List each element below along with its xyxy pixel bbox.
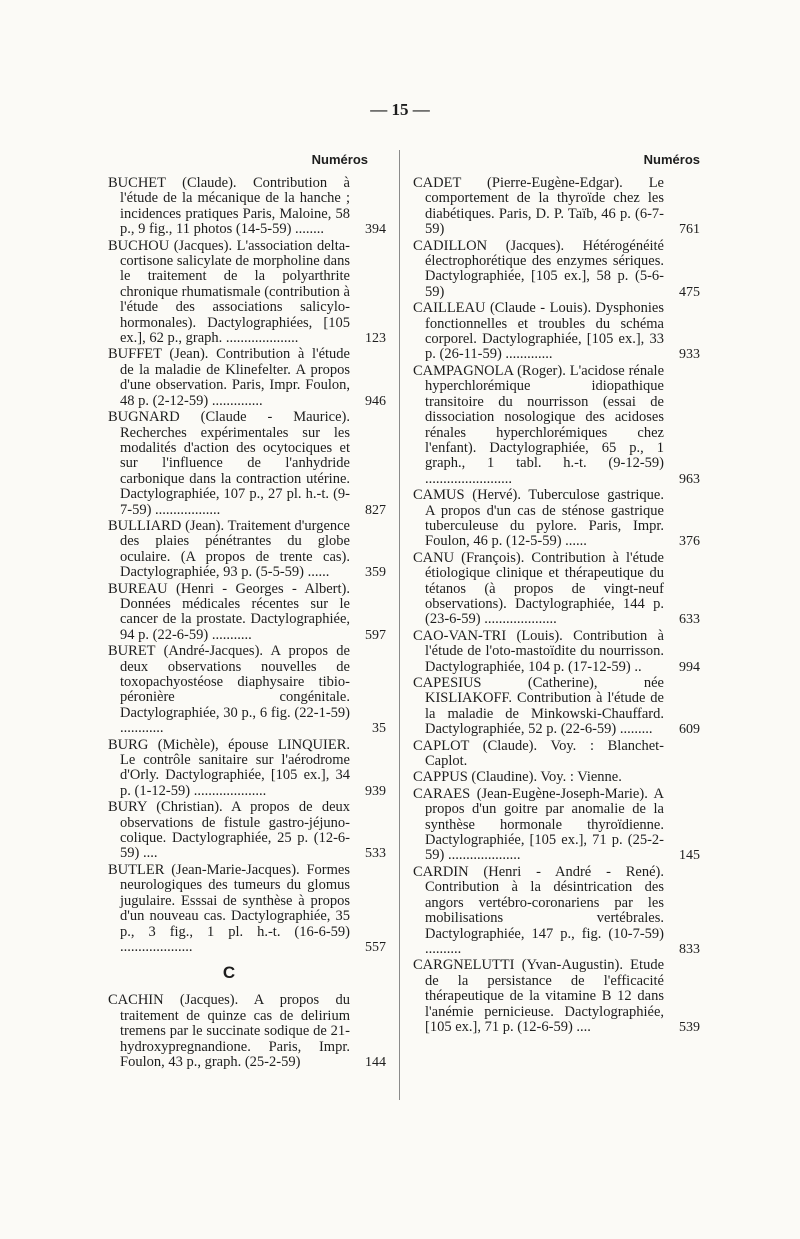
entry-number: 933	[679, 347, 700, 363]
entry-number: 35	[372, 721, 386, 737]
entry-text: BUREAU (Henri - Georges - Albert). Données médicales récentes sur le cancer de la prostate. Dactylographiée, 94 p. (22-6-59) ...........	[108, 580, 350, 643]
entry-number: 609	[679, 722, 700, 738]
entry-text: BURET (André-Jacques). A propos de deux observations nouvelles de toxopachyostéose diaphysaire tibio-péronière congénitale. Dactylographiée, 30 p., 6 fig. (22-1-59) ............	[108, 643, 350, 737]
entry-text: CAILLEAU (Claude - Louis). Dysphonies fonctionnelles et troubles du schéma corporel. Dactylographiée, [105 ex.], 33 p. (26-11-59) .............	[413, 300, 664, 363]
bibliography-entry	[108, 800, 386, 862]
entry-number: 939	[365, 783, 386, 799]
bibliography-entry	[413, 676, 700, 738]
bibliography-entry	[413, 364, 700, 487]
bibliography-entry	[413, 787, 700, 864]
entry-number: 827	[365, 502, 386, 518]
entry-number: 475	[679, 284, 700, 300]
page-number: — 15 —	[370, 100, 430, 119]
entry-text: BUCHET (Claude). Contribution à l'étude de la mécanique de la hanche ; incidences pratiques Paris, Maloine, 58 p., 9 fig., 11 photos (14-5-59) ........	[108, 175, 350, 238]
left-entry-list-after-section	[108, 993, 386, 1070]
bibliography-entry	[413, 629, 700, 675]
entry-text: CAPPUS (Claudine). Voy. : Vienne.	[413, 769, 622, 786]
entry-text: CANU (François). Contribution à l'étude étiologique clinique et thérapeutique du tétanos (à propos de vingt-neuf observations). Dactylographiée, 144 p. (23-6-59) ....................	[413, 549, 664, 628]
entry-text: CADILLON (Jacques). Hétérogénéité électrophorétique des enzymes sériques. Dactylographiée, [105 ex.], 58 p. (5-6-59)	[413, 237, 664, 300]
entry-number: 597	[365, 627, 386, 643]
entry-text: BURY (Christian). A propos de deux observations de fistule gastro-jéjuno-colique. Dactylographiée, 25 p. (12-6-59) ....	[108, 799, 350, 862]
bibliography-entry	[108, 582, 386, 644]
entry-text: BUTLER (Jean-Marie-Jacques). Formes neurologiques des tumeurs du glomus jugulaire. Esssai de synthèse à propos d'un nouveau cas. Dactylographiée, 35 p., 3 fig., 1 pl. h.-t. (16-6-59) ....................	[108, 861, 350, 955]
right-column-header: Numéros	[643, 152, 700, 167]
entry-number: 144	[365, 1054, 386, 1070]
bibliography-entry	[108, 410, 386, 518]
right-entry-list	[413, 176, 700, 1035]
entry-text: BUGNARD (Claude - Maurice). Recherches expérimentales sur les modalités d'action des ocytociques et sur l'influence de l'anhydride carbonique dans la contraction utérine. Dactylographiée, 107 p., 27 pl. h.-t. (9-7-59) ..................	[108, 409, 350, 518]
entry-number: 761	[679, 222, 700, 238]
entry-number: 557	[365, 939, 386, 955]
entry-number: 539	[679, 1019, 700, 1035]
entry-text: BUCHOU (Jacques). L'association delta-cortisone salicylate de morpholine dans le traitement de la polyarthrite chronique rhumatismale (contribution à l'étude des associations salicylo-hormonales). Dactylographiées, [105 ex.], 62 p., graph. ....................	[108, 237, 350, 347]
entry-text: CAMPAGNOLA (Roger). L'acidose rénale hyperchlorémique idiopathique transitoire du nourrisson (essai de dissociation nosologique des acidoses rénales hyperchlorémiques chez l'enfant). Dactylographiée, 65 p., 1 graph., 1 tabl. h.-t. (9-12-59) ........................	[413, 362, 664, 487]
bibliography-entry	[108, 644, 386, 736]
entry-number: 833	[679, 941, 700, 957]
entry-number: 946	[365, 393, 386, 409]
bibliography-entry	[413, 865, 700, 957]
entry-number: 633	[679, 612, 700, 628]
bibliography-entry	[413, 488, 700, 550]
entry-number: 394	[365, 222, 386, 238]
entry-number: 376	[679, 534, 700, 550]
entry-text: CAO-VAN-TRI (Louis). Contribution à l'étude de l'oto-mastoïdite du nourrisson. Dactylographiée, 104 p. (17-12-59) ..	[413, 627, 664, 675]
entry-number: 994	[679, 659, 700, 675]
bibliography-entry	[108, 347, 386, 409]
left-entry-list	[108, 176, 386, 955]
entry-text: CARGNELUTTI (Yvan-Augustin). Etude de la persistance de l'efficacité thérapeutique de la vitamine B 12 dans l'anémie pernicieuse. Dactylographiée, [105 ex.], 71 p. (12-6-59) ....	[413, 957, 664, 1035]
left-column	[108, 176, 386, 1071]
right-column	[413, 176, 700, 1036]
entry-text: CAMUS (Hervé). Tuberculose gastrique. A propos d'un cas de sténose gastrique tuberculeuse du pylore. Paris, Impr. Foulon, 46 p. (12-5-59) ......	[413, 487, 664, 550]
bibliography-entry	[413, 176, 700, 238]
entry-number: 359	[365, 565, 386, 581]
entry-text: CAPLOT (Claude). Voy. : Blanchet-Caplot.	[413, 737, 664, 770]
bibliography-entry	[413, 739, 700, 770]
bibliography-entry	[413, 770, 700, 785]
entry-text: CADET (Pierre-Eugène-Edgar). Le comportement de la thyroïde chez les diabétiques. Paris, D. P. Taïb, 46 p. (6-7-59)	[413, 175, 664, 238]
entry-text: BULLIARD (Jean). Traitement d'urgence des plaies pénétrantes du globe oculaire. (A propos de trente cas). Dactylographiée, 93 p. (5-5-59) ......	[108, 517, 350, 581]
bibliography-entry	[108, 738, 386, 800]
bibliography-entry	[108, 993, 386, 1070]
bibliography-entry	[108, 176, 386, 238]
entry-number: 963	[679, 471, 700, 487]
entry-number: 145	[679, 848, 700, 864]
section-letter: C	[222, 963, 236, 983]
entry-number: 533	[365, 846, 386, 862]
bibliography-entry	[108, 519, 386, 581]
left-column-header: Numéros	[311, 152, 368, 167]
entry-text: CACHIN (Jacques). A propos du traitement de quinze cas de delirium tremens par le succinate sodique de 21-hydroxypregnandione. Paris, Impr. Foulon, 43 p., graph. (25-2-59)	[108, 992, 350, 1070]
bibliography-entry	[108, 239, 386, 347]
entry-text: CARDIN (Henri - André - René). Contribution à la désintrication des angors vertébro-coronariens par les mobilisations vertébrales. Dactylographiée, 147 p., fig. (10-7-59) ..........	[413, 863, 664, 957]
entry-text: CAPESIUS (Catherine), née KISLIAKOFF. Contribution à l'étude de la maladie de Minkowski-Chauffard. Dactylographiée, 52 p. (22-6-59) .........	[413, 675, 664, 738]
entry-text: CARAES (Jean-Eugène-Joseph-Marie). A propos d'un goitre par anomalie de la synthèse hormonale thyroïdienne. Dactylographiée, [105 ex.], 71 p. (25-2-59) ....................	[413, 785, 664, 864]
bibliography-entry	[413, 958, 700, 1035]
column-divider	[399, 150, 400, 1100]
bibliography-entry	[413, 239, 700, 301]
entry-text: BUFFET (Jean). Contribution à l'étude de la maladie de Klinefelter. A propos d'une observation. Paris, Impr. Foulon, 48 p. (2-12-59) ..............	[108, 346, 350, 409]
bibliography-entry	[413, 551, 700, 628]
entry-text: BURG (Michèle), épouse LINQUIER. Le contrôle sanitaire sur l'aérodrome d'Orly. Dactylographiée, [105 ex.], 34 p. (1-12-59) ....................	[108, 736, 350, 799]
entry-number: 123	[365, 331, 386, 347]
bibliography-entry	[108, 863, 386, 955]
bibliography-entry	[413, 301, 700, 363]
